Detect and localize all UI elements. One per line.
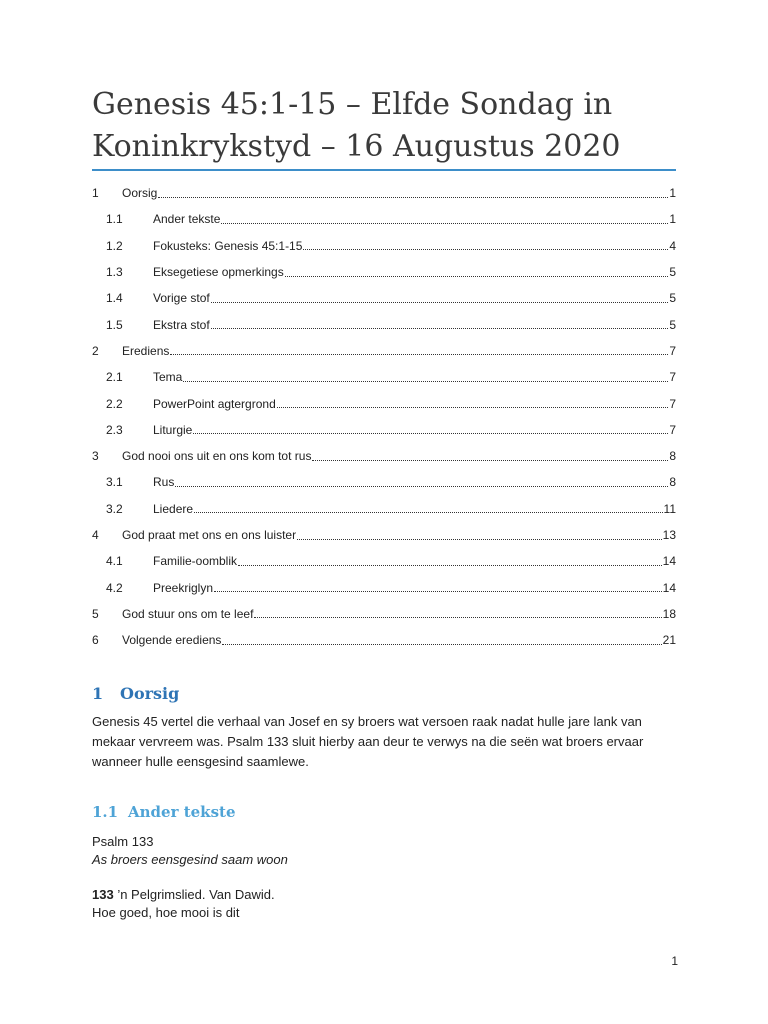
toc-dot-leader: [254, 617, 661, 618]
toc-entry-number: 6: [92, 633, 99, 648]
toc-entry-number: 2.2: [106, 396, 123, 411]
toc-entry-page: 7: [669, 343, 676, 358]
toc-entry[interactable]: [92, 259, 676, 285]
toc-dot-leader: [285, 276, 669, 277]
toc-entry-number: 1.4: [106, 291, 123, 306]
toc-entry-number: 3.2: [106, 501, 123, 516]
toc-entry-title: Erediens: [122, 343, 170, 358]
toc-dot-leader: [211, 328, 669, 329]
toc-entry-title: God stuur ons om te leef: [122, 606, 254, 621]
subsection-title: Ander tekste: [128, 803, 236, 821]
toc-entry-page: 7: [669, 370, 676, 385]
toc-entry[interactable]: [92, 311, 676, 337]
psalm-verse-line-2: Hoe goed, hoe mooi is dit: [92, 905, 240, 920]
toc-entry-number: 2: [92, 343, 99, 358]
toc-dot-leader: [214, 591, 662, 592]
toc-entry-page: 5: [669, 317, 676, 332]
page-number: 1: [671, 954, 678, 968]
toc-entry-number: 1: [92, 186, 99, 201]
toc-dot-leader: [194, 512, 663, 513]
toc-entry-number: 1.5: [106, 317, 123, 332]
toc-entry-title: God praat met ons en ons luister: [122, 528, 297, 542]
section-heading-oorsig: [92, 684, 179, 703]
document-title: Genesis 45:1-15 – Elfde Sondag in Koninkrykstyd – 16 Augustus 2020: [92, 87, 621, 164]
toc-entry-title: Vorige stof: [153, 291, 210, 306]
psalm-subtitle: As broers eensgesind saam woon: [92, 852, 288, 867]
toc-entry[interactable]: [92, 522, 676, 548]
section-title: Oorsig: [120, 684, 180, 703]
toc-entry-number: 4.1: [106, 554, 123, 569]
toc-entry-page: 8: [669, 449, 676, 464]
toc-entry[interactable]: [92, 390, 676, 416]
toc-dot-leader: [238, 565, 662, 566]
toc-entry-title: Tema: [153, 370, 183, 385]
toc-entry-page: 7: [669, 422, 676, 437]
toc-entry[interactable]: [92, 443, 676, 469]
overview-paragraph: Genesis 45 vertel die verhaal van Josef en sy broers wat versoen raak nadat hulle jare lank van mekaar vervreem was. Psalm 133 sluit hierby aan deur te verwys na die seën wat broers ervaar wanneer hulle eensgesind saamlewe.: [92, 714, 644, 769]
toc-entry-title: God nooi ons uit en ons kom tot rus: [122, 449, 312, 464]
toc-dot-leader: [170, 354, 668, 355]
verse-number: 133: [92, 887, 114, 902]
toc-entry[interactable]: [92, 206, 676, 232]
toc-entry-title: Fokusteks: Genesis 45:1-15: [153, 238, 303, 253]
toc-entry-page: 18: [662, 606, 676, 621]
toc-entry[interactable]: [92, 627, 676, 653]
toc-dot-leader: [183, 381, 668, 382]
toc-entry[interactable]: [92, 364, 676, 390]
toc-entry-number: 1.3: [106, 265, 123, 280]
toc-entry[interactable]: [92, 180, 676, 206]
toc-entry-title: PowerPoint agtergrond: [153, 396, 276, 411]
title-underline: [92, 169, 676, 171]
toc-dot-leader: [312, 460, 668, 461]
toc-entry-number: 4: [92, 528, 99, 542]
toc-entry[interactable]: [92, 417, 676, 443]
toc-entry-number: 3: [92, 449, 99, 464]
toc-dot-leader: [158, 197, 668, 198]
toc-entry-page: 1: [669, 212, 676, 227]
toc-entry-page: 4: [669, 238, 676, 253]
toc-entry-page: 14: [662, 580, 676, 595]
toc-entry-number: 2.3: [106, 422, 123, 437]
toc-entry-title: Rus: [153, 475, 175, 490]
toc-entry-page: 21: [662, 633, 676, 648]
toc-entry[interactable]: [92, 338, 676, 364]
toc-entry-title: Familie-oomblik: [153, 554, 238, 569]
toc-entry-number: 3.1: [106, 475, 123, 490]
toc-entry[interactable]: [92, 233, 676, 259]
toc-dot-leader: [221, 223, 668, 224]
toc-entry[interactable]: [92, 469, 676, 495]
toc-entry[interactable]: [92, 574, 676, 600]
toc-entry-title: Oorsig: [122, 186, 158, 201]
toc-entry-number: 2.1: [106, 370, 123, 385]
toc-dot-leader: [175, 486, 668, 487]
toc-dot-leader: [222, 644, 661, 645]
toc-entry-page: 8: [669, 475, 676, 490]
toc-entry-title: Ekstra stof: [153, 317, 210, 332]
toc-entry[interactable]: [92, 496, 676, 522]
toc-entry-title: Preekriglyn: [153, 580, 214, 595]
toc-dot-leader: [211, 302, 669, 303]
toc-entry-title: Volgende erediens: [122, 633, 222, 648]
toc-dot-leader: [193, 433, 668, 434]
toc-entry[interactable]: [92, 601, 676, 627]
toc-entry-title: Liturgie: [153, 422, 193, 437]
table-of-contents: [92, 180, 676, 653]
toc-entry[interactable]: [92, 548, 676, 574]
toc-dot-leader: [297, 539, 662, 540]
toc-entry-page: 5: [669, 265, 676, 280]
toc-entry-number: 5: [92, 606, 99, 621]
toc-entry-title: Ander tekste: [153, 212, 221, 227]
toc-entry-page: 5: [669, 291, 676, 306]
section-number: 1: [92, 684, 104, 703]
toc-entry-number: 4.2: [106, 580, 123, 595]
toc-entry-page: 1: [669, 186, 676, 201]
toc-entry-title: Liedere: [153, 501, 194, 516]
subsection-number: 1.1: [92, 803, 119, 821]
toc-entry-number: 1.1: [106, 212, 123, 227]
toc-entry-page: 7: [669, 396, 676, 411]
toc-entry-page: 11: [663, 501, 676, 516]
verse-text: ’n Pelgrimslied. Van Dawid.: [113, 887, 275, 902]
toc-dot-leader: [303, 249, 668, 250]
psalm-verse-line: [92, 886, 275, 904]
toc-entry-title: Eksegetiese opmerkings: [153, 265, 284, 280]
toc-entry-page: 13: [662, 528, 676, 542]
toc-entry-page: 14: [662, 554, 676, 569]
subsection-heading-ander-tekste: [92, 803, 235, 821]
toc-entry-number: 1.2: [106, 238, 123, 253]
toc-entry[interactable]: [92, 285, 676, 311]
toc-dot-leader: [277, 407, 669, 408]
psalm-reference: Psalm 133: [92, 834, 154, 849]
